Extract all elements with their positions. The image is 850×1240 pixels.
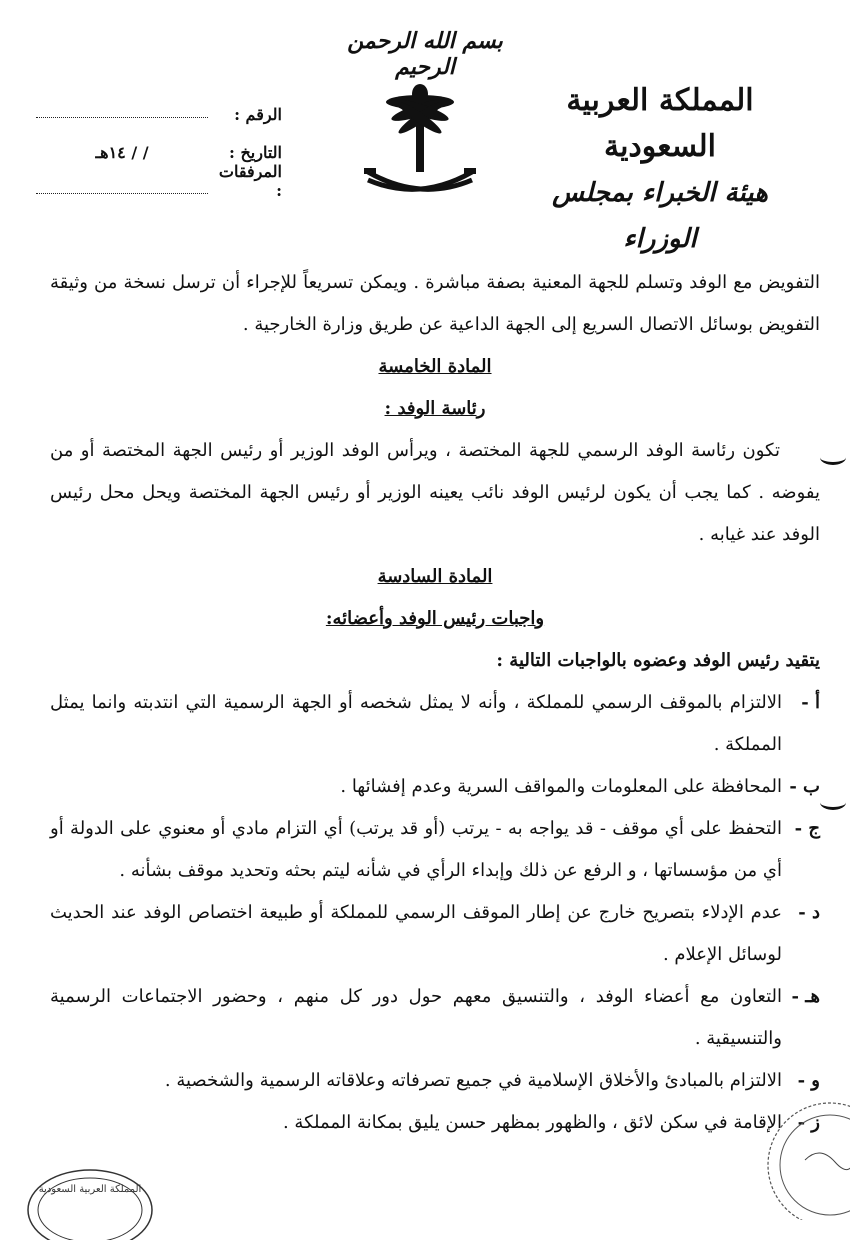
document-body	[50, 262, 820, 1144]
list-item	[50, 766, 820, 808]
article-6-subtitle-text: واجبات رئيس الوفد وأعضائه:	[325, 608, 545, 629]
article-5-subtitle	[50, 388, 820, 430]
item-letter: و -	[797, 1070, 820, 1091]
meta-date-row	[32, 124, 282, 162]
item-letter: هـ -	[791, 986, 820, 1007]
attachments-label: المرفقات :	[218, 162, 282, 200]
item-letter: د -	[798, 902, 820, 923]
document-meta	[32, 86, 282, 200]
number-field	[36, 117, 208, 118]
item-letter: ب -	[789, 776, 820, 797]
item-letter: ز -	[797, 1112, 820, 1133]
basmala: بسم الله الرحمن الرحيم	[347, 28, 503, 80]
list-item	[50, 892, 820, 976]
date-label: التاريخ :	[228, 143, 282, 162]
article-5-title	[50, 346, 820, 388]
article-6-intro: يتقيد رئيس الوفد وعضوه بالواجبات التالية :	[496, 650, 820, 671]
article-5-paragraph: تكون رئاسة الوفد الرسمي للجهة المختصة ، ويرأس الوفد الوزير أو رئيس الجهة المختصة أو من يفوضه . كما يجب أن يكون لرئيس الوفد نائب يعينه الوزير أو رئيس الجهة المختصة ويحل محل رئيس الوفد عند غيابه .	[50, 440, 820, 545]
margin-mark	[820, 795, 846, 810]
number-label: الرقم :	[234, 105, 282, 124]
authority-name: هيئة الخبراء بمجلس الوزراء	[552, 178, 768, 254]
item-text: عدم الإدلاء بتصريح خارج عن إطار الموقف الرسمي للمملكة أو طبيعة اختصاص الوفد عند الحديث لوسائل الإعلام .	[50, 902, 782, 965]
attachments-field	[36, 193, 208, 194]
article-6-subtitle	[50, 598, 820, 640]
article-5-title-text: المادة الخامسة	[378, 356, 492, 377]
item-letter: ج -	[794, 818, 820, 839]
continuation-paragraph: التفويض مع الوفد وتسلم للجهة المعنية بصفة مباشرة . ويمكن تسريعاً للإجراء أن ترسل نسخة من وثيقة التفويض بوسائل الاتصال السريع إلى الجهة الداعية عن طريق وزارة الخارجية .	[50, 272, 820, 335]
list-item	[50, 1060, 820, 1102]
item-text: التحفظ على أي موقف - قد يواجه به - يرتب (أو قد يرتب) أي التزام مادي أو معنوي على الدولة أو أي من مؤسساتها ، و الرفع عن ذلك وإبداء الرأي في شأنه ليتم بحثه وتحديد موقف بشأنه .	[50, 818, 782, 881]
round-stamp	[755, 1090, 850, 1220]
date-field: / / ١٤هـ	[95, 143, 149, 162]
item-text: الالتزام بالموقف الرسمي للمملكة ، وأنه لا يمثل شخصه أو الجهة الرسمية التي انتدبته وانما يمثل المملكة .	[50, 692, 783, 755]
meta-attachments-row	[32, 162, 282, 200]
list-item	[50, 682, 820, 766]
article-5-subtitle-text: رئاسة الوفد :	[384, 398, 486, 419]
item-text: التعاون مع أعضاء الوفد ، والتنسيق معهم حول دور كل منهم ، وحضور الاجتماعات الرسمية والتنسيقية .	[50, 986, 782, 1049]
item-text: المحافظة على المعلومات والمواقف السرية وعدم إفشائها .	[340, 776, 782, 797]
kingdom-name: المملكة العربية السعودية	[566, 83, 754, 164]
margin-mark	[820, 450, 846, 465]
list-item	[50, 976, 820, 1060]
list-item	[50, 808, 820, 892]
item-text: الالتزام بالمبادئ والأخلاق الإسلامية في جميع تصرفاته وعلاقاته الرسمية والشخصية .	[164, 1070, 782, 1091]
seal-text: المملكة العربية السعودية	[38, 1184, 142, 1195]
list-item	[50, 1102, 820, 1144]
article-6-title-text: المادة السادسة	[377, 566, 493, 587]
palm-swords-emblem-icon	[360, 80, 480, 210]
item-letter: أ -	[801, 692, 820, 713]
meta-number-row	[32, 86, 282, 124]
article-6-title	[50, 556, 820, 598]
letterhead-title	[520, 78, 800, 262]
official-seal-stamp	[20, 1150, 160, 1240]
item-text: الإقامة في سكن لائق ، والظهور بمظهر حسن يليق بمكانة المملكة .	[282, 1112, 782, 1133]
